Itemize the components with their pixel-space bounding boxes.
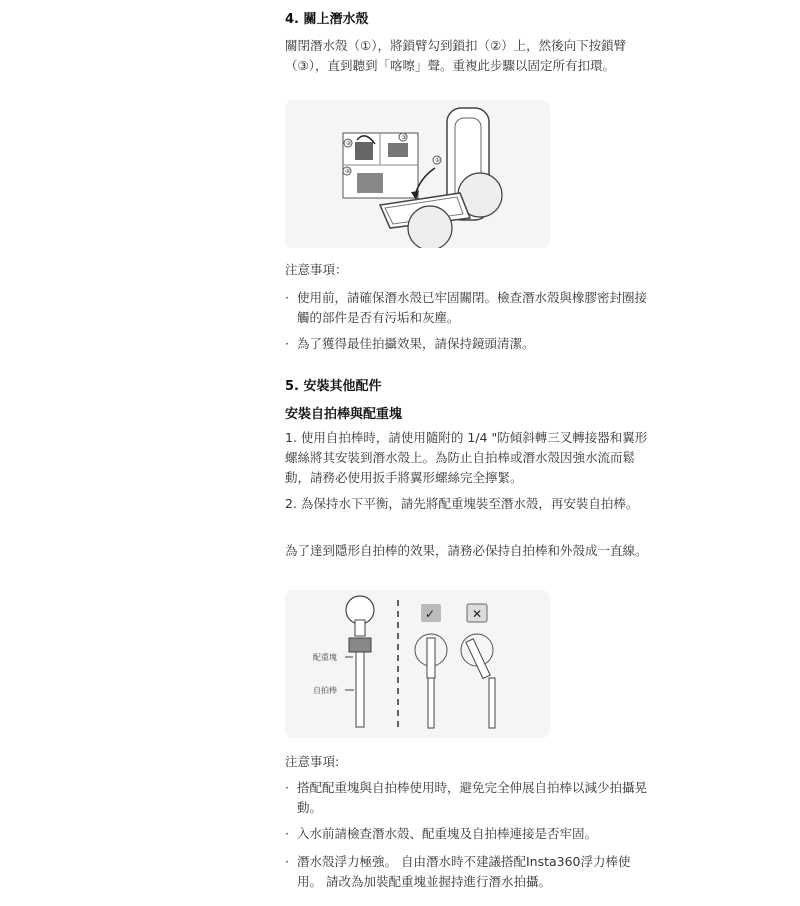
callout-1: ① xyxy=(435,157,441,164)
section-4-heading: 4. 關上潛水殼 xyxy=(285,12,369,27)
section-5-note-2 xyxy=(285,824,655,844)
section-4-notes-heading: 注意事項： xyxy=(285,262,348,277)
weight-label: 配重塊 xyxy=(313,653,337,662)
close-housing-illustration xyxy=(285,100,550,248)
bullet-marker: · xyxy=(285,336,289,351)
callout-4: ④ xyxy=(345,168,351,175)
selfie-stick-figure xyxy=(285,590,550,738)
bullet-marker: · xyxy=(285,780,289,795)
note-text: 潛水殼浮力極強。 自由潛水時不建議搭配Insta360浮力棒使用。 請改為加裝配重塊並握持進行潛水拍攝。 xyxy=(297,854,631,889)
bullet-marker: · xyxy=(285,826,289,841)
note-text: 使用前，請確保潛水殼已牢固關閉。檢查潛水殼與橡膠密封圈接觸的部件是否有污垢和灰塵。 xyxy=(297,290,648,325)
callout-3: ③ xyxy=(401,134,407,141)
section-5-step-2: 2. 為保持水下平衡，請先將配重塊裝至潛水殼，再安裝自拍棒。 xyxy=(285,496,639,511)
bullet-marker: · xyxy=(285,290,289,305)
close-housing-figure xyxy=(285,100,550,248)
section-5-subheading: 安裝自拍棒與配重塊 xyxy=(285,407,403,422)
stick-label: 自拍棒 xyxy=(313,686,337,695)
section-5-note-3 xyxy=(285,852,655,892)
note-text: 搭配配重塊與自拍棒使用時，避免完全伸展自拍棒以減少拍攝晃動。 xyxy=(297,780,648,815)
note-text: 為了獲得最佳拍攝效果，請保持鏡頭清潔。 xyxy=(297,336,535,351)
note-text: 入水前請檢查潛水殼、配重塊及自拍棒連接是否牢固。 xyxy=(297,826,598,841)
section-5-note-1 xyxy=(285,778,655,818)
section-4-note-2 xyxy=(285,334,655,354)
section-4-note-1 xyxy=(285,288,655,328)
bullet-marker: · xyxy=(285,854,289,869)
section-5-step-1: 1. 使用自拍棒時，請使用隨附的 1/4 "防傾斜轉三叉轉接器和翼形螺絲將其安裝到潛水殼上。為防止自拍棒或潛水殼因強水流而鬆動，請務必使用扳手將翼形螺絲完全擰緊。 xyxy=(285,430,648,485)
callout-2: ② xyxy=(346,140,352,147)
wrong-mark: ✕ xyxy=(472,607,483,621)
section-4-body: 關閉潛水殼（①），將鎖臂勾到鎖扣（②）上，然後向下按鎖臂（③），直到聽到「喀嚓」聲。重複此步驟以固定所有扣環。 xyxy=(285,38,627,73)
section-5-tip: 為了達到隱形自拍棒的效果，請務必保持自拍棒和外殼成一直線。 xyxy=(285,543,648,558)
selfie-stick-illustration xyxy=(285,590,550,738)
correct-mark: ✓ xyxy=(425,607,436,621)
section-5-heading: 5. 安裝其他配件 xyxy=(285,379,382,394)
section-5-notes-heading: 注意事項: xyxy=(285,754,340,769)
